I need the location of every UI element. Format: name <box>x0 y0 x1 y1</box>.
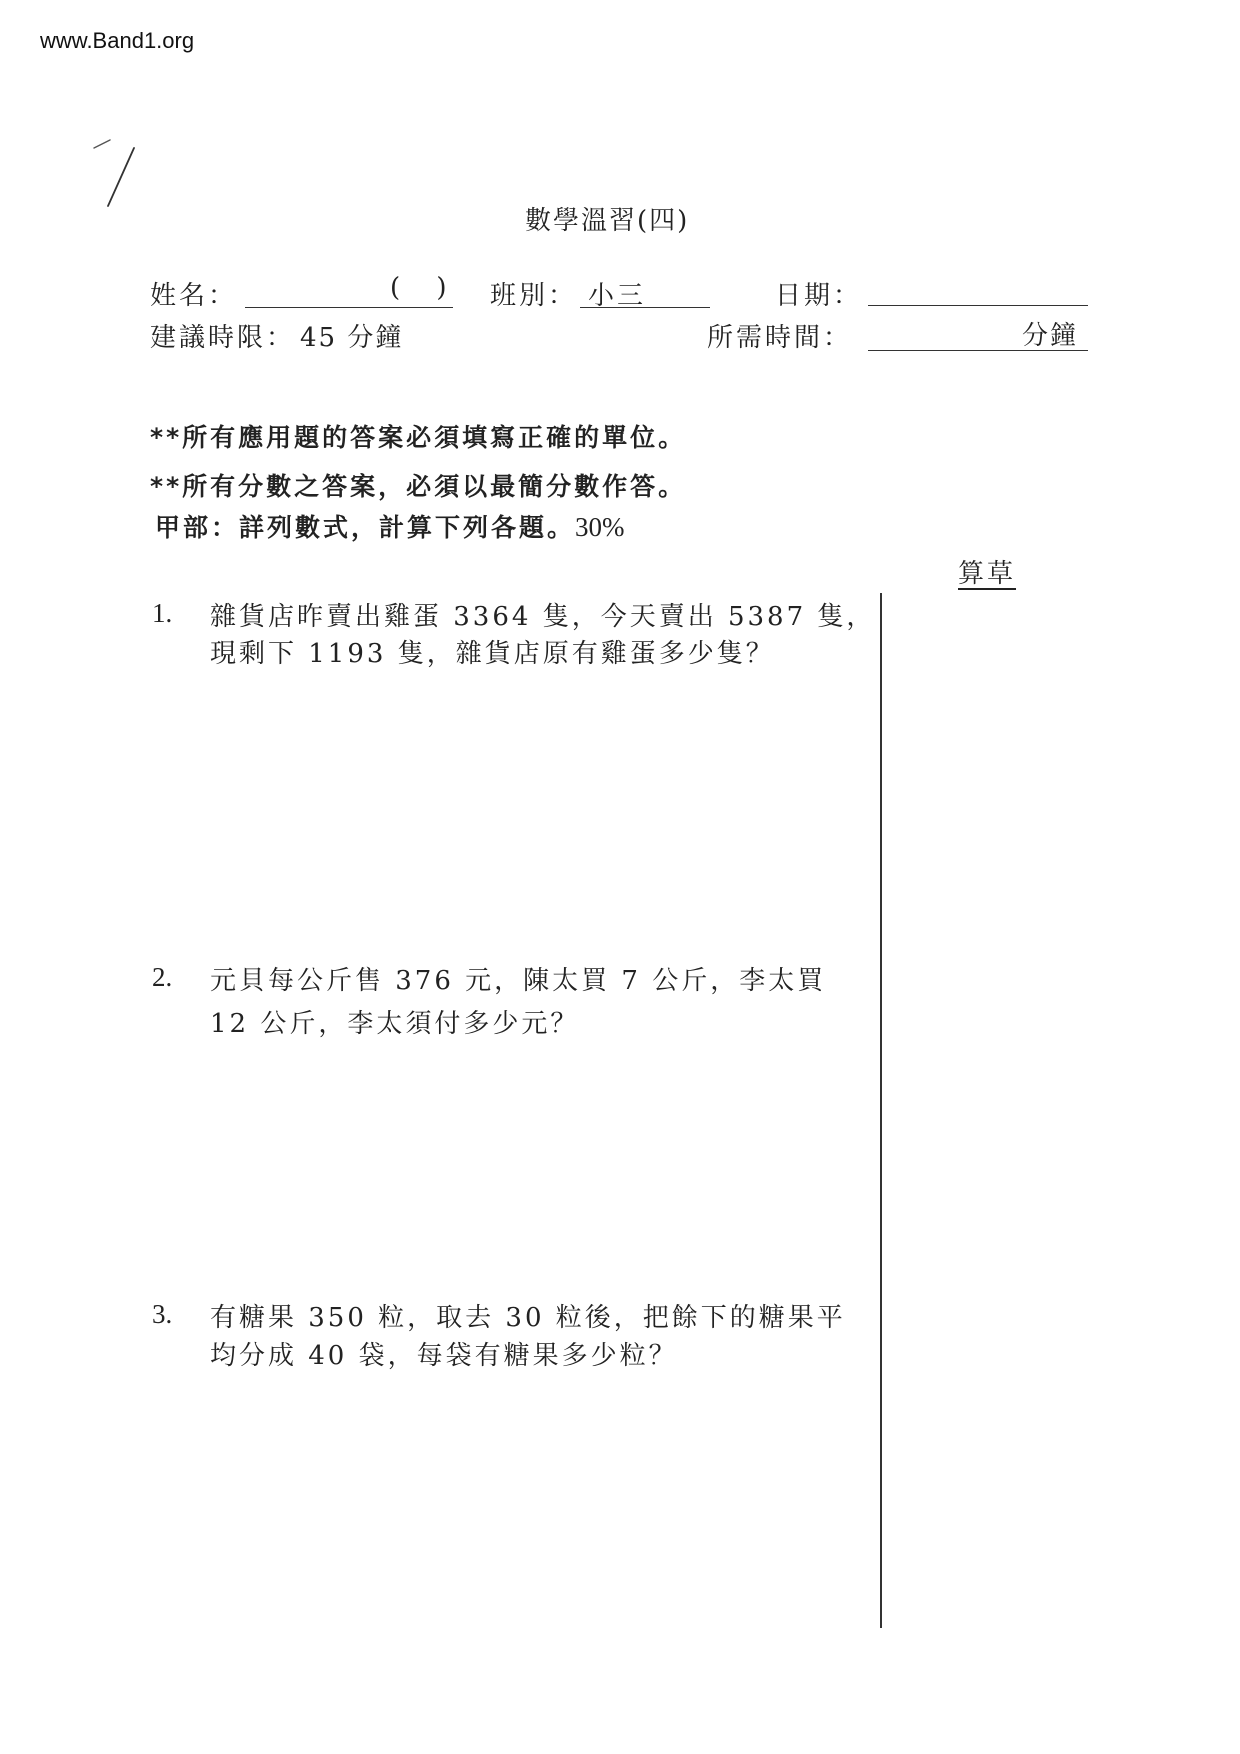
date-field[interactable] <box>868 305 1088 306</box>
question-3-text-line-2: 均分成 40 袋，每袋有糖果多少粒？ <box>210 1341 678 1371</box>
class-value: 小三 <box>588 281 647 311</box>
time-limit-label: 建議時限： <box>150 323 296 353</box>
rough-work-label: 算草 <box>958 559 1017 589</box>
page-title: 數學溫習(四) <box>525 206 690 236</box>
handwritten-mark <box>88 128 168 218</box>
note-units: **所有應用題的答案必須填寫正確的單位。 <box>150 423 687 452</box>
time-needed-label: 所需時間： <box>707 323 853 353</box>
question-3-number: 3. <box>152 1299 173 1329</box>
question-1-number: 1. <box>152 598 173 628</box>
note-fractions: **所有分數之答案，必須以最簡分數作答。 <box>150 472 687 501</box>
question-3-text-line-1: 有糖果 350 粒，取去 30 粒後，把餘下的糖果平 <box>210 1303 846 1333</box>
date-label: 日期： <box>775 281 863 311</box>
rough-work-divider <box>880 593 882 1628</box>
section-a-heading <box>155 508 625 544</box>
question-2-text-line-1: 元貝每公斤售 376 元，陳太買 7 公斤，李太買 <box>210 966 827 996</box>
section-a-weight: 30% <box>575 512 625 542</box>
name-label: 姓名： <box>150 281 238 311</box>
question-1-text-line-1: 雜貨店昨賣出雞蛋 3364 隻，今天賣出 5387 隻， <box>210 602 876 632</box>
question-2-text-line-2: 12 公斤，李太須付多少元？ <box>210 1009 580 1039</box>
name-field[interactable] <box>245 307 453 308</box>
site-url: www.Band1.org <box>40 28 195 53</box>
class-label: 班別： <box>490 281 578 311</box>
question-1-text-line-2: 現剩下 1193 隻，雜貨店原有雞蛋多少隻？ <box>210 639 775 669</box>
question-2-number: 2. <box>152 962 173 992</box>
time-limit-value: 45 分鐘 <box>300 323 404 353</box>
class-number-brackets: ( ) <box>390 273 461 303</box>
time-needed-unit: 分鐘 <box>1022 321 1079 351</box>
section-a-label: 甲部：詳列數式，計算下列各題。 <box>155 513 576 542</box>
